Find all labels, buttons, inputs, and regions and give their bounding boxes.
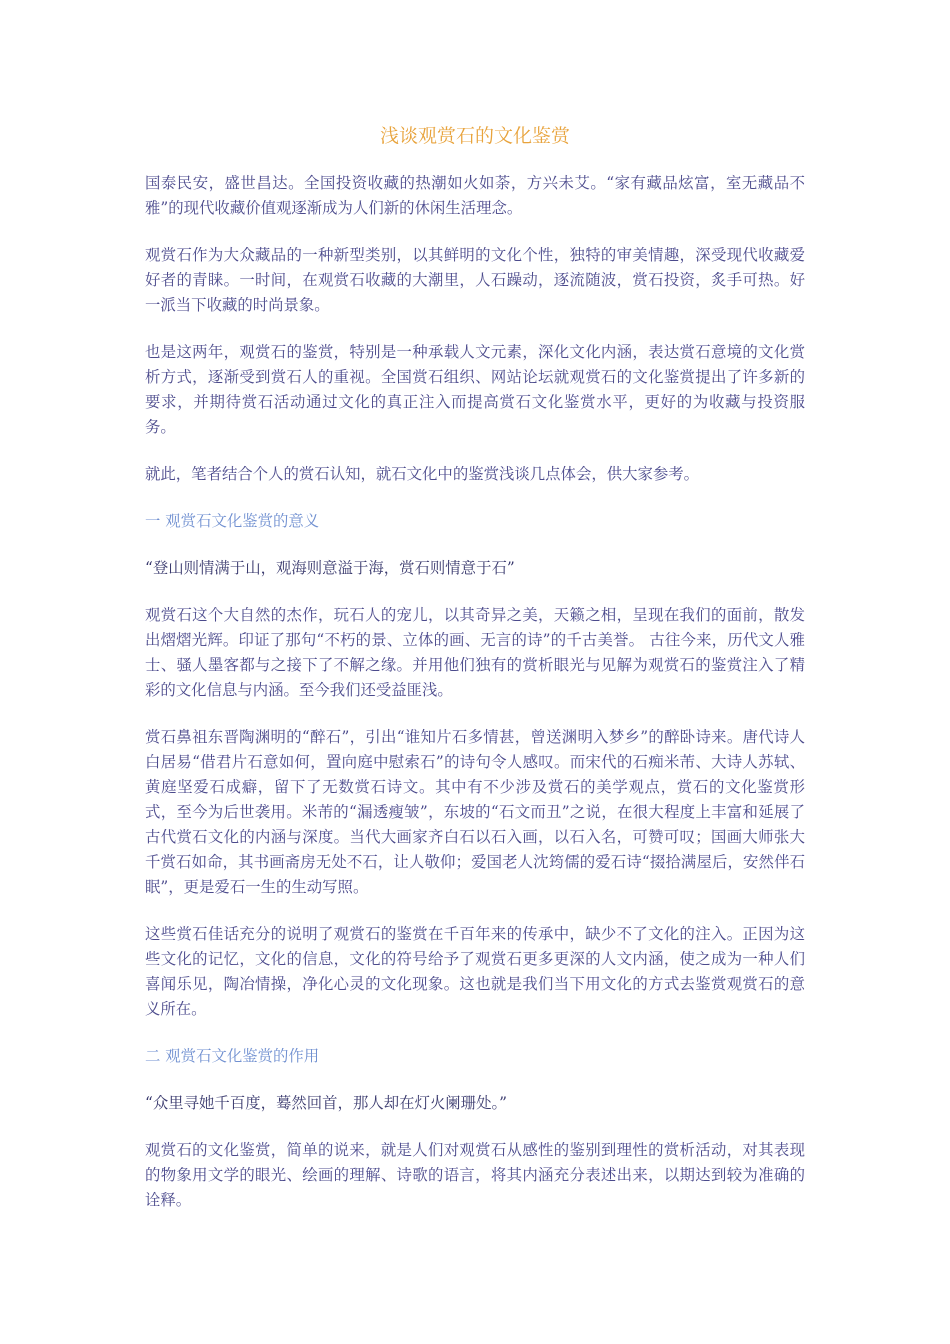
- document-title: 浅谈观赏石的文化鉴赏: [379, 125, 570, 147]
- paragraph: 观赏石这个大自然的杰作，玩石人的宠儿，以其奇异之美，天籁之相，呈现在我们的面前，散发出熠熠光辉。印证了那句“不朽的景、立体的画、无言的诗”的千古美誉。 古往今来，历代文人雅士、骚人墨客都与之接下了不解之缘。并用他们独有的赏析眼光与见解为观赏石的鉴赏注入了精彩的文化信息与内涵。至今我们还受益匪浅。: [145, 606, 805, 699]
- section-heading: 二 观赏石文化鉴赏的作用: [145, 1047, 320, 1065]
- paragraph: 赏石鼻祖东晋陶渊明的“醉石”，引出“谁知片石多情甚，曾送渊明入梦乡”的醉卧诗来。唐代诗人白居易“借君片石意如何，置向庭中慰索石”的诗句令人感叹。而宋代的石痴米芾、大诗人苏轼、黄庭坚爱石成癖，留下了无数赏石诗文。其中有不少涉及赏石的美学观点，赏石的文化鉴赏形式，至今为后世袭用。米芾的“漏透瘦皱”，东坡的“石文而丑”之说，在很大程度上丰富和延展了古代赏石文化的内涵与深度。当代大画家齐白石以石入画，以石入名，可赞可叹；国画大师张大千赏石如命，其书画斋房无处不石，让人敬仰；爱国老人沈筠儒的爱石诗“掇拾满屋后，安然伴石眠”，更是爱石一生的生动写照。: [145, 728, 805, 896]
- paragraph: 这些赏石佳话充分的说明了观赏石的鉴赏在千百年来的传承中，缺少不了文化的注入。正因为这些文化的记忆，文化的信息，文化的符号给予了观赏石更多更深的人文内涵，使之成为一种人们喜闻乐见，陶冶情操，净化心灵的文化现象。这也就是我们当下用文化的方式去鉴赏观赏石的意义所在。: [145, 925, 805, 1018]
- section-heading: 一 观赏石文化鉴赏的意义: [145, 512, 320, 530]
- paragraph: 也是这两年，观赏石的鉴赏，特别是一种承载人文元素，深化文化内涵，表达赏石意境的文化赏析方式，逐渐受到赏石人的重视。全国赏石组织、网站论坛就观赏石的文化鉴赏提出了许多新的要求，并期待赏石活动通过文化的真正注入而提高赏石文化鉴赏水平，更好的为收藏与投资服务。: [145, 343, 805, 436]
- paragraph: 国泰民安，盛世昌达。全国投资收藏的热潮如火如荼，方兴未艾。“家有藏品炫富，室无藏品不雅”的现代收藏价值观逐渐成为人们新的休闲生活理念。: [145, 174, 805, 217]
- paragraph: 观赏石作为大众藏品的一种新型类别，以其鲜明的文化个性，独特的审美情趣，深受现代收藏爱好者的青睐。一时间，在观赏石收藏的大潮里，人石躁动，逐流随波，赏石投资，炙手可热。好一派当下收藏的时尚景象。: [145, 246, 805, 314]
- section-quote: “登山则情满于山，观海则意溢于海，赏石则情意于石”: [145, 559, 515, 577]
- paragraph: 就此，笔者结合个人的赏石认知，就石文化中的鉴赏浅谈几点体会，供大家参考。: [145, 465, 700, 483]
- section-quote: “众里寻她千百度，蓦然回首，那人却在灯火阑珊处。”: [145, 1094, 508, 1112]
- document-body: [145, 171, 805, 1235]
- paragraph: 观赏石的文化鉴赏，简单的说来，就是人们对观赏石从感性的鉴别到理性的赏析活动，对其表现的物象用文学的眼光、绘画的理解、诗歌的语言，将其内涵充分表述出来，以期达到较为准确的诠释。: [145, 1141, 805, 1209]
